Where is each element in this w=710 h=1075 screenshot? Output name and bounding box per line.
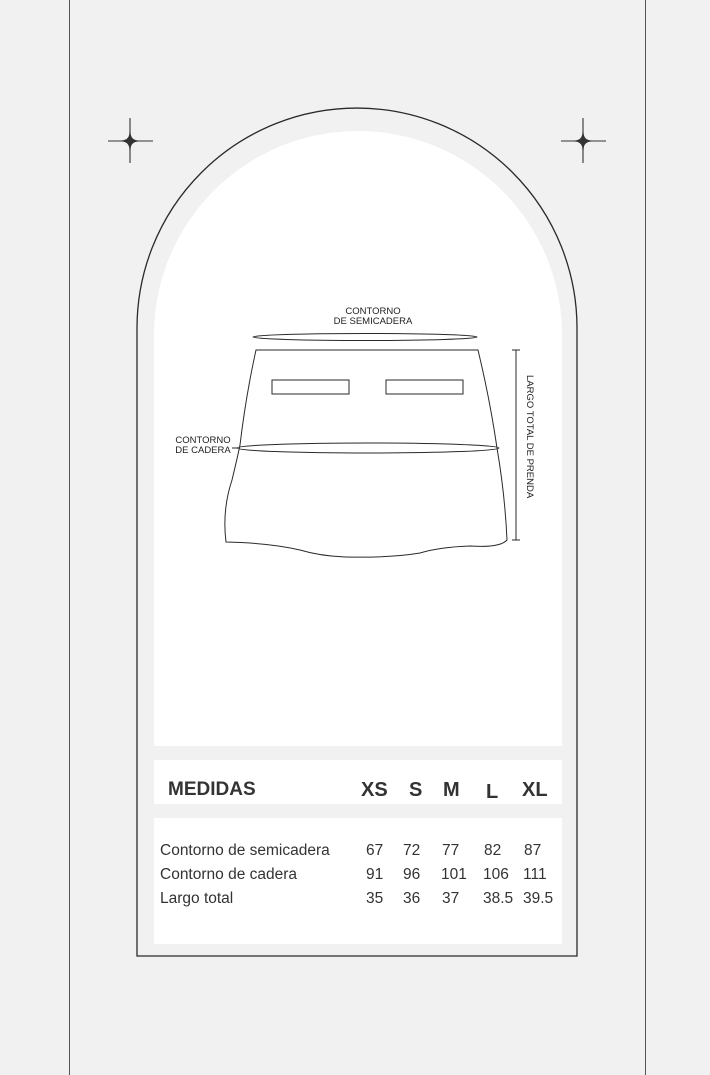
table-cell: 91 [366, 866, 384, 883]
table-cell: 35 [366, 890, 384, 907]
largo-label: LARGO TOTAL DE PRENDA [524, 375, 535, 499]
table-cell: 77 [442, 842, 460, 859]
table-cell: 87 [524, 842, 542, 859]
sparkle-left-icon [108, 118, 153, 163]
cadera-label-line1: CONTORNO [175, 435, 231, 446]
size-header-s: S [409, 779, 423, 801]
table-cell: 72 [403, 842, 421, 859]
semicadera-label [318, 307, 428, 327]
table-cell: 67 [366, 842, 384, 859]
table-cell: 38.5 [483, 890, 514, 907]
table-cell: 111 [523, 866, 547, 883]
table-cell: 82 [484, 842, 502, 859]
sparkle-right-icon [561, 118, 606, 163]
table-cell: 39.5 [523, 890, 554, 907]
table-cell: 106 [483, 866, 509, 883]
cadera-label [160, 436, 246, 456]
semicadera-label-line1: CONTORNO [345, 306, 401, 317]
table-cell: 37 [442, 890, 460, 907]
table-title: MEDIDAS [168, 779, 256, 800]
table-cell: 36 [403, 890, 421, 907]
semicadera-label-line2: DE SEMICADERA [333, 316, 413, 327]
row-label: Largo total [160, 890, 234, 907]
cadera-label-line2: DE CADERA [175, 445, 231, 456]
size-header-xl: XL [522, 779, 548, 801]
table-cell: 101 [441, 866, 467, 883]
size-header-xs: XS [361, 779, 388, 801]
size-header-m: M [443, 779, 460, 801]
row-label: Contorno de semicadera [160, 842, 330, 859]
size-header-l: L [486, 781, 499, 803]
row-label: Contorno de cadera [160, 866, 298, 883]
table-cell: 96 [403, 866, 421, 883]
